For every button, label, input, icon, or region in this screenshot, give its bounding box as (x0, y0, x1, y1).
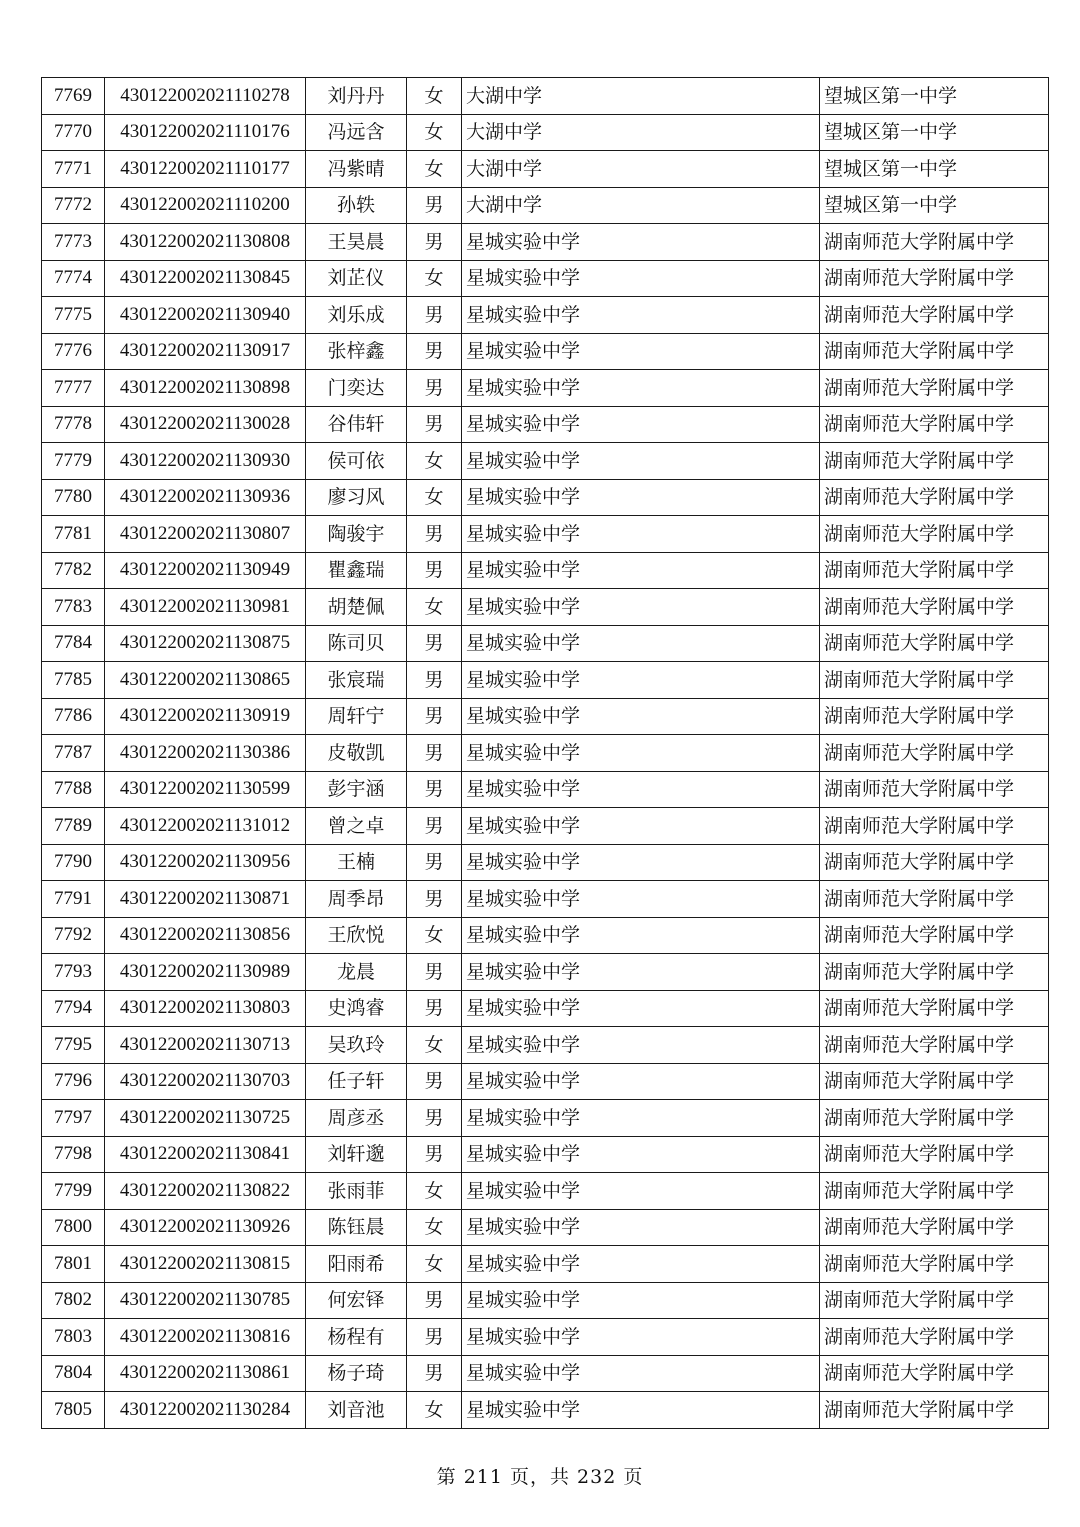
footer-prefix: 第 (436, 1466, 464, 1488)
cell-exam-id: 430122002021130956 (105, 844, 306, 881)
cell-from-school: 星城实验中学 (462, 1100, 820, 1137)
cell-admitted-school: 湖南师范大学附属中学 (820, 1246, 1049, 1283)
cell-seq: 7782 (42, 552, 105, 589)
cell-from-school: 星城实验中学 (462, 1027, 820, 1064)
cell-gender: 女 (407, 1209, 462, 1246)
cell-from-school: 星城实验中学 (462, 1282, 820, 1319)
cell-admitted-school: 湖南师范大学附属中学 (820, 479, 1049, 516)
cell-student-name: 彭宇涵 (306, 771, 407, 808)
cell-gender: 男 (407, 844, 462, 881)
cell-student-name: 胡楚佩 (306, 589, 407, 626)
cell-gender: 女 (407, 1392, 462, 1429)
cell-exam-id: 430122002021130989 (105, 954, 306, 991)
cell-exam-id: 430122002021130930 (105, 443, 306, 480)
cell-seq: 7783 (42, 589, 105, 626)
cell-exam-id: 430122002021130599 (105, 771, 306, 808)
cell-exam-id: 430122002021110200 (105, 187, 306, 224)
cell-from-school: 星城实验中学 (462, 1246, 820, 1283)
cell-student-name: 皮敬凯 (306, 735, 407, 772)
cell-admitted-school: 湖南师范大学附属中学 (820, 954, 1049, 991)
cell-gender: 男 (407, 662, 462, 699)
cell-student-name: 侯可依 (306, 443, 407, 480)
table-row (42, 224, 1049, 261)
table-row (42, 1173, 1049, 1210)
cell-gender: 男 (407, 333, 462, 370)
cell-gender: 女 (407, 443, 462, 480)
cell-from-school: 星城实验中学 (462, 589, 820, 626)
cell-from-school: 星城实验中学 (462, 516, 820, 553)
table-row (42, 917, 1049, 954)
cell-student-name: 冯紫晴 (306, 151, 407, 188)
table-row (42, 78, 1049, 115)
table-row (42, 479, 1049, 516)
cell-exam-id: 430122002021130856 (105, 917, 306, 954)
cell-exam-id: 430122002021130981 (105, 589, 306, 626)
cell-from-school: 星城实验中学 (462, 662, 820, 699)
table-row (42, 662, 1049, 699)
cell-seq: 7799 (42, 1173, 105, 1210)
cell-from-school: 星城实验中学 (462, 954, 820, 991)
cell-exam-id: 430122002021130808 (105, 224, 306, 261)
cell-student-name: 刘乐成 (306, 297, 407, 334)
cell-student-name: 孙轶 (306, 187, 407, 224)
cell-seq: 7769 (42, 78, 105, 115)
cell-exam-id: 430122002021130807 (105, 516, 306, 553)
table-row (42, 370, 1049, 407)
cell-exam-id: 430122002021130845 (105, 260, 306, 297)
cell-student-name: 陈钰晨 (306, 1209, 407, 1246)
cell-seq: 7792 (42, 917, 105, 954)
cell-gender: 女 (407, 78, 462, 115)
cell-student-name: 吴玖玲 (306, 1027, 407, 1064)
cell-admitted-school: 望城区第一中学 (820, 114, 1049, 151)
cell-admitted-school: 湖南师范大学附属中学 (820, 1355, 1049, 1392)
cell-from-school: 星城实验中学 (462, 1392, 820, 1429)
cell-student-name: 冯远含 (306, 114, 407, 151)
table-row (42, 1355, 1049, 1392)
cell-seq: 7770 (42, 114, 105, 151)
cell-seq: 7776 (42, 333, 105, 370)
cell-gender: 女 (407, 151, 462, 188)
table-row (42, 589, 1049, 626)
cell-exam-id: 430122002021130028 (105, 406, 306, 443)
cell-admitted-school: 湖南师范大学附属中学 (820, 1100, 1049, 1137)
cell-seq: 7788 (42, 771, 105, 808)
cell-seq: 7780 (42, 479, 105, 516)
cell-admitted-school: 湖南师范大学附属中学 (820, 625, 1049, 662)
cell-admitted-school: 湖南师范大学附属中学 (820, 443, 1049, 480)
cell-from-school: 星城实验中学 (462, 625, 820, 662)
cell-admitted-school: 湖南师范大学附属中学 (820, 552, 1049, 589)
cell-gender: 女 (407, 260, 462, 297)
table-row (42, 1027, 1049, 1064)
cell-admitted-school: 望城区第一中学 (820, 187, 1049, 224)
cell-admitted-school: 湖南师范大学附属中学 (820, 662, 1049, 699)
cell-student-name: 刘芷仪 (306, 260, 407, 297)
cell-student-name: 刘丹丹 (306, 78, 407, 115)
cell-gender: 女 (407, 479, 462, 516)
cell-gender: 男 (407, 297, 462, 334)
cell-admitted-school: 湖南师范大学附属中学 (820, 589, 1049, 626)
table-row (42, 443, 1049, 480)
cell-from-school: 星城实验中学 (462, 333, 820, 370)
cell-student-name: 任子轩 (306, 1063, 407, 1100)
cell-gender: 男 (407, 224, 462, 261)
table-row (42, 771, 1049, 808)
cell-exam-id: 430122002021130865 (105, 662, 306, 699)
cell-admitted-school: 湖南师范大学附属中学 (820, 1209, 1049, 1246)
cell-seq: 7798 (42, 1136, 105, 1173)
cell-student-name: 刘音池 (306, 1392, 407, 1429)
cell-exam-id: 430122002021110176 (105, 114, 306, 151)
cell-seq: 7773 (42, 224, 105, 261)
cell-exam-id: 430122002021130713 (105, 1027, 306, 1064)
current-page-number: 211 (463, 1466, 503, 1488)
cell-seq: 7801 (42, 1246, 105, 1283)
cell-student-name: 瞿鑫瑞 (306, 552, 407, 589)
cell-from-school: 星城实验中学 (462, 1355, 820, 1392)
cell-student-name: 张宸瑞 (306, 662, 407, 699)
table-row (42, 735, 1049, 772)
cell-exam-id: 430122002021130861 (105, 1355, 306, 1392)
table-row (42, 844, 1049, 881)
cell-student-name: 张梓鑫 (306, 333, 407, 370)
cell-student-name: 廖习风 (306, 479, 407, 516)
cell-exam-id: 430122002021130871 (105, 881, 306, 918)
table-row (42, 625, 1049, 662)
cell-from-school: 星城实验中学 (462, 771, 820, 808)
cell-admitted-school: 湖南师范大学附属中学 (820, 771, 1049, 808)
cell-student-name: 周轩宁 (306, 698, 407, 735)
cell-seq: 7787 (42, 735, 105, 772)
cell-student-name: 杨程有 (306, 1319, 407, 1356)
cell-seq: 7795 (42, 1027, 105, 1064)
cell-seq: 7779 (42, 443, 105, 480)
cell-admitted-school: 湖南师范大学附属中学 (820, 698, 1049, 735)
cell-admitted-school: 湖南师范大学附属中学 (820, 1392, 1049, 1429)
table-row (42, 1246, 1049, 1283)
cell-gender: 男 (407, 406, 462, 443)
cell-from-school: 大湖中学 (462, 78, 820, 115)
table-row (42, 297, 1049, 334)
cell-seq: 7781 (42, 516, 105, 553)
cell-admitted-school: 湖南师范大学附属中学 (820, 917, 1049, 954)
table-row (42, 1319, 1049, 1356)
cell-from-school: 大湖中学 (462, 114, 820, 151)
table-row (42, 808, 1049, 845)
table-body (42, 78, 1049, 1429)
table-row (42, 1063, 1049, 1100)
cell-admitted-school: 湖南师范大学附属中学 (820, 224, 1049, 261)
cell-from-school: 大湖中学 (462, 151, 820, 188)
cell-exam-id: 430122002021110278 (105, 78, 306, 115)
cell-seq: 7800 (42, 1209, 105, 1246)
cell-admitted-school: 湖南师范大学附属中学 (820, 1282, 1049, 1319)
cell-gender: 男 (407, 370, 462, 407)
cell-gender: 男 (407, 1136, 462, 1173)
cell-admitted-school: 湖南师范大学附属中学 (820, 844, 1049, 881)
cell-gender: 男 (407, 771, 462, 808)
cell-from-school: 星城实验中学 (462, 1209, 820, 1246)
cell-exam-id: 430122002021130703 (105, 1063, 306, 1100)
cell-gender: 男 (407, 990, 462, 1027)
table-row (42, 990, 1049, 1027)
cell-exam-id: 430122002021130725 (105, 1100, 306, 1137)
cell-gender: 男 (407, 954, 462, 991)
cell-gender: 男 (407, 516, 462, 553)
cell-admitted-school: 湖南师范大学附属中学 (820, 735, 1049, 772)
table-row (42, 187, 1049, 224)
table-row (42, 151, 1049, 188)
cell-exam-id: 430122002021130875 (105, 625, 306, 662)
cell-from-school: 星城实验中学 (462, 881, 820, 918)
cell-seq: 7784 (42, 625, 105, 662)
cell-exam-id: 430122002021130386 (105, 735, 306, 772)
table-row (42, 552, 1049, 589)
cell-exam-id: 430122002021130785 (105, 1282, 306, 1319)
cell-gender: 男 (407, 625, 462, 662)
table-row (42, 1392, 1049, 1429)
cell-gender: 男 (407, 552, 462, 589)
cell-from-school: 星城实验中学 (462, 260, 820, 297)
cell-from-school: 星城实验中学 (462, 406, 820, 443)
cell-seq: 7805 (42, 1392, 105, 1429)
cell-student-name: 周季昂 (306, 881, 407, 918)
cell-seq: 7803 (42, 1319, 105, 1356)
cell-gender: 男 (407, 187, 462, 224)
cell-student-name: 门奕达 (306, 370, 407, 407)
cell-from-school: 星城实验中学 (462, 1063, 820, 1100)
cell-seq: 7789 (42, 808, 105, 845)
cell-admitted-school: 湖南师范大学附属中学 (820, 881, 1049, 918)
cell-admitted-school: 湖南师范大学附属中学 (820, 370, 1049, 407)
cell-student-name: 何宏铎 (306, 1282, 407, 1319)
cell-admitted-school: 湖南师范大学附属中学 (820, 808, 1049, 845)
cell-exam-id: 430122002021130940 (105, 297, 306, 334)
cell-from-school: 星城实验中学 (462, 735, 820, 772)
cell-student-name: 杨子琦 (306, 1355, 407, 1392)
cell-from-school: 星城实验中学 (462, 370, 820, 407)
cell-from-school: 星城实验中学 (462, 443, 820, 480)
cell-seq: 7774 (42, 260, 105, 297)
page-footer (0, 1462, 1080, 1489)
cell-gender: 女 (407, 1246, 462, 1283)
cell-student-name: 曾之卓 (306, 808, 407, 845)
cell-from-school: 星城实验中学 (462, 1173, 820, 1210)
footer-suffix: 页 (616, 1466, 644, 1488)
footer-middle: 页，共 (502, 1466, 578, 1488)
cell-admitted-school: 湖南师范大学附属中学 (820, 260, 1049, 297)
cell-from-school: 星城实验中学 (462, 479, 820, 516)
table-row (42, 333, 1049, 370)
table-row (42, 516, 1049, 553)
cell-exam-id: 430122002021130815 (105, 1246, 306, 1283)
total-pages-number: 232 (577, 1466, 617, 1488)
cell-seq: 7778 (42, 406, 105, 443)
cell-seq: 7777 (42, 370, 105, 407)
cell-seq: 7772 (42, 187, 105, 224)
cell-exam-id: 430122002021130822 (105, 1173, 306, 1210)
cell-from-school: 星城实验中学 (462, 1319, 820, 1356)
cell-admitted-school: 湖南师范大学附属中学 (820, 297, 1049, 334)
table-row (42, 881, 1049, 918)
cell-seq: 7786 (42, 698, 105, 735)
table-row (42, 1209, 1049, 1246)
cell-exam-id: 430122002021131012 (105, 808, 306, 845)
cell-exam-id: 430122002021130936 (105, 479, 306, 516)
cell-exam-id: 430122002021130926 (105, 1209, 306, 1246)
cell-from-school: 星城实验中学 (462, 844, 820, 881)
table-row (42, 1100, 1049, 1137)
cell-gender: 女 (407, 114, 462, 151)
cell-student-name: 陈司贝 (306, 625, 407, 662)
cell-from-school: 星城实验中学 (462, 808, 820, 845)
table-row (42, 698, 1049, 735)
cell-admitted-school: 湖南师范大学附属中学 (820, 1063, 1049, 1100)
cell-exam-id: 430122002021130949 (105, 552, 306, 589)
cell-from-school: 星城实验中学 (462, 297, 820, 334)
cell-from-school: 大湖中学 (462, 187, 820, 224)
cell-admitted-school: 湖南师范大学附属中学 (820, 1319, 1049, 1356)
cell-gender: 男 (407, 1100, 462, 1137)
cell-seq: 7804 (42, 1355, 105, 1392)
cell-student-name: 王欣悦 (306, 917, 407, 954)
table-row (42, 954, 1049, 991)
cell-exam-id: 430122002021130919 (105, 698, 306, 735)
cell-admitted-school: 望城区第一中学 (820, 78, 1049, 115)
cell-seq: 7794 (42, 990, 105, 1027)
cell-seq: 7771 (42, 151, 105, 188)
cell-admitted-school: 湖南师范大学附属中学 (820, 406, 1049, 443)
cell-student-name: 史鸿睿 (306, 990, 407, 1027)
cell-admitted-school: 湖南师范大学附属中学 (820, 1136, 1049, 1173)
cell-from-school: 星城实验中学 (462, 224, 820, 261)
cell-student-name: 阳雨希 (306, 1246, 407, 1283)
cell-gender: 女 (407, 917, 462, 954)
cell-admitted-school: 湖南师范大学附属中学 (820, 1027, 1049, 1064)
cell-from-school: 星城实验中学 (462, 917, 820, 954)
table-row (42, 260, 1049, 297)
cell-gender: 男 (407, 1282, 462, 1319)
cell-student-name: 王昊晨 (306, 224, 407, 261)
cell-seq: 7796 (42, 1063, 105, 1100)
cell-from-school: 星城实验中学 (462, 698, 820, 735)
cell-seq: 7775 (42, 297, 105, 334)
cell-gender: 男 (407, 1355, 462, 1392)
cell-admitted-school: 湖南师范大学附属中学 (820, 1173, 1049, 1210)
table-row (42, 114, 1049, 151)
cell-exam-id: 430122002021130898 (105, 370, 306, 407)
cell-seq: 7785 (42, 662, 105, 699)
cell-gender: 女 (407, 1027, 462, 1064)
cell-student-name: 王楠 (306, 844, 407, 881)
cell-gender: 女 (407, 1173, 462, 1210)
cell-gender: 男 (407, 698, 462, 735)
cell-admitted-school: 望城区第一中学 (820, 151, 1049, 188)
cell-exam-id: 430122002021130803 (105, 990, 306, 1027)
cell-student-name: 陶骏宇 (306, 516, 407, 553)
cell-exam-id: 430122002021130841 (105, 1136, 306, 1173)
cell-admitted-school: 湖南师范大学附属中学 (820, 516, 1049, 553)
cell-gender: 女 (407, 589, 462, 626)
table-row (42, 1136, 1049, 1173)
cell-admitted-school: 湖南师范大学附属中学 (820, 333, 1049, 370)
cell-student-name: 谷伟轩 (306, 406, 407, 443)
cell-seq: 7802 (42, 1282, 105, 1319)
cell-from-school: 星城实验中学 (462, 552, 820, 589)
table-row (42, 1282, 1049, 1319)
cell-student-name: 刘轩邈 (306, 1136, 407, 1173)
cell-student-name: 周彦丞 (306, 1100, 407, 1137)
cell-gender: 男 (407, 881, 462, 918)
cell-from-school: 星城实验中学 (462, 990, 820, 1027)
cell-exam-id: 430122002021110177 (105, 151, 306, 188)
cell-gender: 男 (407, 808, 462, 845)
cell-exam-id: 430122002021130284 (105, 1392, 306, 1429)
cell-student-name: 张雨菲 (306, 1173, 407, 1210)
cell-seq: 7793 (42, 954, 105, 991)
cell-student-name: 龙晨 (306, 954, 407, 991)
cell-gender: 男 (407, 735, 462, 772)
cell-exam-id: 430122002021130816 (105, 1319, 306, 1356)
cell-seq: 7790 (42, 844, 105, 881)
cell-gender: 男 (407, 1063, 462, 1100)
cell-seq: 7791 (42, 881, 105, 918)
cell-seq: 7797 (42, 1100, 105, 1137)
cell-gender: 男 (407, 1319, 462, 1356)
table-row (42, 406, 1049, 443)
cell-from-school: 星城实验中学 (462, 1136, 820, 1173)
student-admission-table (41, 77, 1049, 1429)
cell-exam-id: 430122002021130917 (105, 333, 306, 370)
cell-admitted-school: 湖南师范大学附属中学 (820, 990, 1049, 1027)
